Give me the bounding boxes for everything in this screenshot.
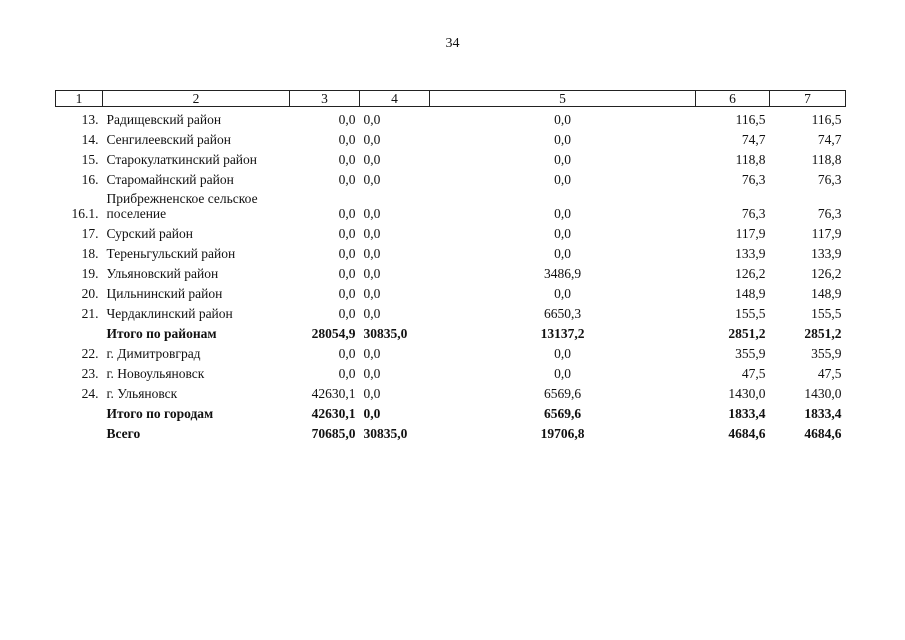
table-row bbox=[56, 127, 846, 147]
cell-col-5: 0,0 bbox=[554, 246, 571, 261]
cell-col-3: 0,0 bbox=[338, 172, 356, 187]
cell-col-4: 0,0 bbox=[363, 246, 381, 261]
row-number bbox=[56, 321, 103, 341]
cell-col-4: 0,0 bbox=[363, 406, 381, 421]
row-number: 16. bbox=[81, 172, 99, 187]
page-number: 34 bbox=[445, 36, 460, 51]
cell-col-7: 74,7 bbox=[817, 132, 842, 147]
row-number: 23. bbox=[81, 366, 99, 381]
table-row bbox=[56, 187, 846, 221]
cell-col-4: 0,0 bbox=[363, 152, 381, 167]
row-number: 15. bbox=[81, 152, 99, 167]
table-body bbox=[56, 107, 846, 442]
cell-col-7: 76,3 bbox=[817, 206, 842, 221]
row-name: г. Ульяновск bbox=[106, 386, 178, 401]
row-name: Цильнинский район bbox=[106, 286, 223, 301]
row-number: 16.1. bbox=[71, 206, 99, 221]
cell-col-6: 116,5 bbox=[735, 112, 766, 127]
row-number: 24. bbox=[81, 386, 99, 401]
cell-col-3: 70685,0 bbox=[311, 426, 356, 441]
header-col-6: 6 bbox=[696, 91, 770, 107]
cell-col-7: 126,2 bbox=[811, 266, 842, 281]
row-number: 13. bbox=[81, 112, 99, 127]
row-name: Сурский район bbox=[106, 226, 193, 241]
row-number: 20. bbox=[81, 286, 99, 301]
row-number: 19. bbox=[81, 266, 99, 281]
header-col-3: 3 bbox=[290, 91, 360, 107]
cell-col-6: 117,9 bbox=[735, 226, 766, 241]
cell-col-6: 118,8 bbox=[735, 152, 766, 167]
row-name: Радищевский район bbox=[106, 112, 222, 127]
table-row bbox=[56, 107, 846, 128]
total-row bbox=[56, 401, 846, 421]
cell-col-7: 4684,6 bbox=[804, 426, 842, 441]
cell-col-3: 28054,9 bbox=[311, 326, 356, 341]
cell-col-7: 1833,4 bbox=[804, 406, 842, 421]
cell-col-3: 42630,1 bbox=[311, 386, 356, 401]
cell-col-5: 6569,6 bbox=[543, 406, 582, 421]
cell-col-4: 0,0 bbox=[363, 266, 381, 281]
cell-col-5: 0,0 bbox=[554, 346, 571, 361]
cell-col-5: 0,0 bbox=[554, 132, 571, 147]
row-number: 18. bbox=[81, 246, 99, 261]
table-row bbox=[56, 167, 846, 187]
table-row bbox=[56, 281, 846, 301]
cell-col-7: 148,9 bbox=[811, 286, 842, 301]
header-col-7: 7 bbox=[770, 91, 846, 107]
row-name: г. Димитровград bbox=[106, 346, 201, 361]
cell-col-6: 76,3 bbox=[741, 172, 766, 187]
header-col-4: 4 bbox=[360, 91, 430, 107]
table-row bbox=[56, 381, 846, 401]
table-row bbox=[56, 221, 846, 241]
cell-col-4: 0,0 bbox=[363, 132, 381, 147]
cell-col-7: 47,5 bbox=[817, 366, 842, 381]
row-name: Сенгилеевский район bbox=[106, 132, 231, 147]
cell-col-5: 3486,9 bbox=[543, 266, 582, 281]
cell-col-7: 355,9 bbox=[811, 346, 842, 361]
cell-col-3: 0,0 bbox=[338, 266, 356, 281]
cell-col-3: 0,0 bbox=[338, 346, 356, 361]
row-number: 21. bbox=[81, 306, 99, 321]
cell-col-3: 42630,1 bbox=[311, 406, 356, 421]
row-name: Итого по районам bbox=[106, 326, 217, 341]
cell-col-4: 0,0 bbox=[363, 386, 381, 401]
cell-col-6: 74,7 bbox=[741, 132, 766, 147]
row-name: Ульяновский район bbox=[106, 266, 219, 281]
cell-col-7: 2851,2 bbox=[804, 326, 842, 341]
cell-col-3: 0,0 bbox=[338, 226, 356, 241]
total-row bbox=[56, 321, 846, 341]
cell-col-7: 118,8 bbox=[811, 152, 842, 167]
cell-col-3: 0,0 bbox=[338, 132, 356, 147]
header-row bbox=[56, 91, 846, 107]
header-col-1: 1 bbox=[56, 91, 103, 107]
table-row bbox=[56, 241, 846, 261]
budget-table bbox=[55, 90, 846, 441]
cell-col-7: 76,3 bbox=[817, 172, 842, 187]
cell-col-6: 2851,2 bbox=[728, 326, 766, 341]
cell-col-3: 0,0 bbox=[338, 366, 356, 381]
table-row bbox=[56, 147, 846, 167]
cell-col-5: 6569,6 bbox=[543, 386, 582, 401]
cell-col-7: 133,9 bbox=[811, 246, 842, 261]
cell-col-7: 1430,0 bbox=[804, 386, 842, 401]
cell-col-5: 0,0 bbox=[554, 366, 571, 381]
cell-col-4: 0,0 bbox=[363, 306, 381, 321]
cell-col-7: 117,9 bbox=[811, 226, 842, 241]
row-name: Тереньгульский район bbox=[106, 246, 236, 261]
row-number: 17. bbox=[81, 226, 99, 241]
cell-col-6: 133,9 bbox=[735, 246, 766, 261]
cell-col-5: 13137,2 bbox=[540, 326, 585, 341]
total-row bbox=[56, 421, 846, 441]
cell-col-3: 0,0 bbox=[338, 286, 356, 301]
cell-col-7: 155,5 bbox=[811, 306, 842, 321]
cell-col-4: 30835,0 bbox=[363, 326, 408, 341]
cell-col-4: 0,0 bbox=[363, 172, 381, 187]
row-name: Итого по городам bbox=[106, 406, 214, 421]
cell-col-4: 0,0 bbox=[363, 226, 381, 241]
row-number: 14. bbox=[81, 132, 99, 147]
cell-col-5: 0,0 bbox=[554, 286, 571, 301]
cell-col-5: 0,0 bbox=[554, 226, 571, 241]
cell-col-6: 47,5 bbox=[741, 366, 766, 381]
cell-col-3: 0,0 bbox=[338, 152, 356, 167]
cell-col-5: 0,0 bbox=[554, 152, 571, 167]
table-row bbox=[56, 261, 846, 281]
cell-col-6: 1430,0 bbox=[728, 386, 766, 401]
cell-col-6: 126,2 bbox=[735, 266, 766, 281]
row-name: Прибрежненское сельское поселение bbox=[106, 191, 258, 221]
cell-col-4: 0,0 bbox=[363, 366, 381, 381]
cell-col-5: 0,0 bbox=[554, 112, 571, 127]
cell-col-3: 0,0 bbox=[338, 306, 356, 321]
cell-col-4: 0,0 bbox=[363, 206, 381, 221]
cell-col-6: 155,5 bbox=[735, 306, 766, 321]
cell-col-6: 76,3 bbox=[741, 206, 766, 221]
cell-col-4: 30835,0 bbox=[363, 426, 408, 441]
table-row bbox=[56, 361, 846, 381]
row-name: Старокулаткинский район bbox=[106, 152, 258, 167]
table-row bbox=[56, 301, 846, 321]
header-col-5: 5 bbox=[430, 91, 696, 107]
cell-col-5: 0,0 bbox=[554, 172, 571, 187]
cell-col-4: 0,0 bbox=[363, 286, 381, 301]
cell-col-4: 0,0 bbox=[363, 346, 381, 361]
cell-col-5: 0,0 bbox=[554, 206, 571, 221]
cell-col-5: 6650,3 bbox=[543, 306, 582, 321]
cell-col-6: 148,9 bbox=[735, 286, 766, 301]
row-number bbox=[56, 401, 103, 421]
cell-col-7: 116,5 bbox=[811, 112, 842, 127]
row-number: 22. bbox=[81, 346, 99, 361]
cell-col-4: 0,0 bbox=[363, 112, 381, 127]
row-name: Старомайнский район bbox=[106, 172, 234, 187]
table-row bbox=[56, 341, 846, 361]
cell-col-6: 355,9 bbox=[735, 346, 766, 361]
row-name: г. Новоульяновск bbox=[106, 366, 205, 381]
cell-col-6: 4684,6 bbox=[728, 426, 766, 441]
cell-col-3: 0,0 bbox=[338, 112, 356, 127]
row-number bbox=[56, 421, 103, 441]
cell-col-5: 19706,8 bbox=[540, 426, 585, 441]
cell-col-3: 0,0 bbox=[338, 206, 356, 221]
header-col-2: 2 bbox=[103, 91, 290, 107]
row-name: Чердаклинский район bbox=[106, 306, 233, 321]
row-name: Всего bbox=[106, 426, 141, 441]
cell-col-3: 0,0 bbox=[338, 246, 356, 261]
cell-col-6: 1833,4 bbox=[728, 406, 766, 421]
